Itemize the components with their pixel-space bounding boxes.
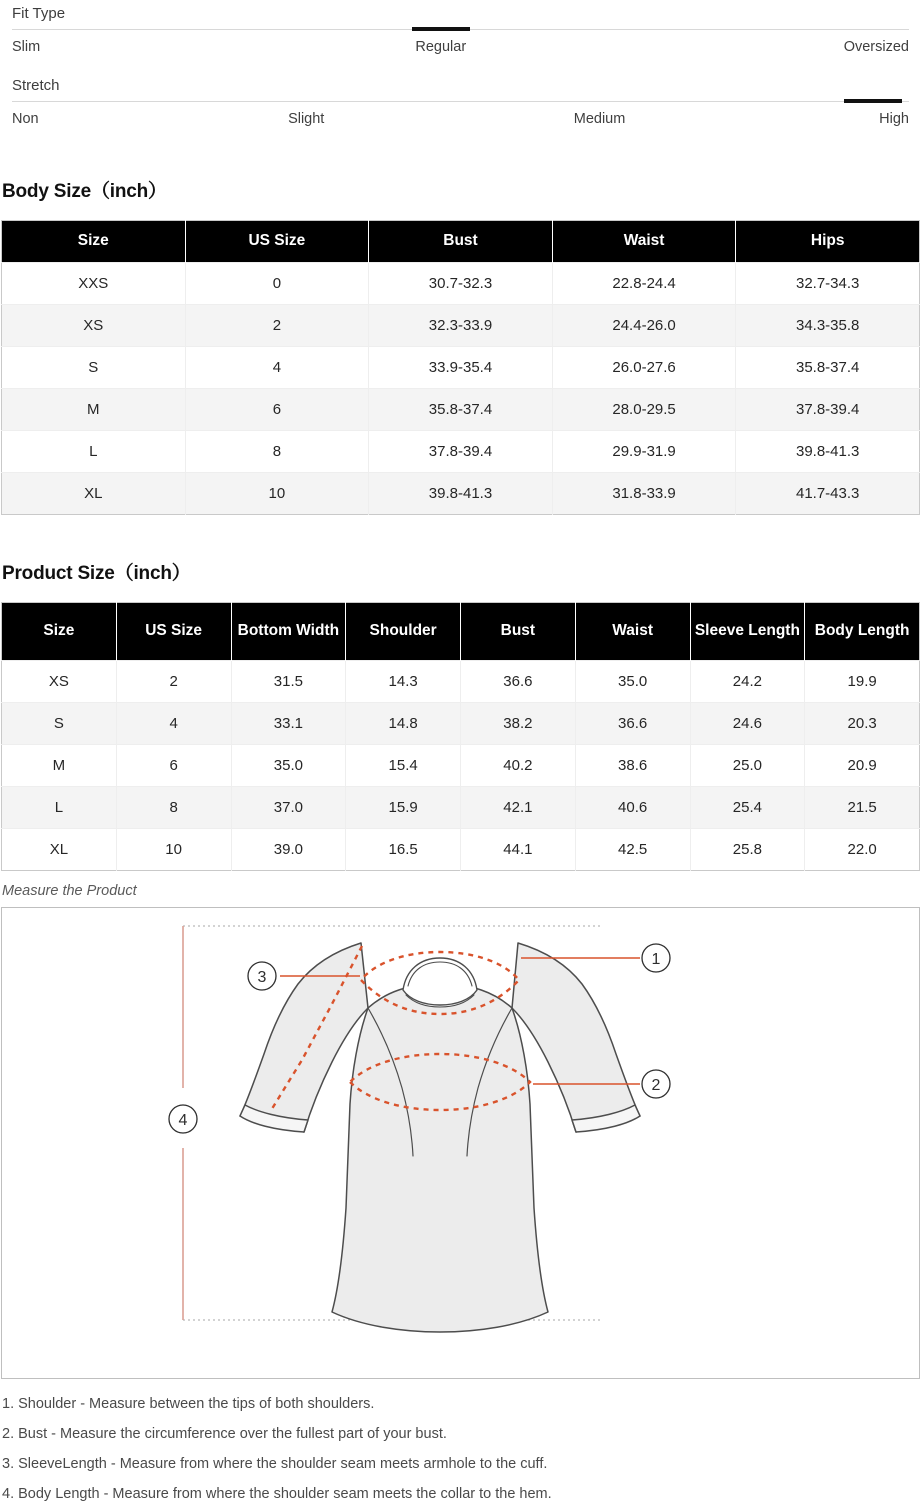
cell-size: L xyxy=(2,431,186,473)
table-row xyxy=(2,829,920,871)
measure-caption: Measure the Product xyxy=(2,883,137,899)
cell-body-length: 21.5 xyxy=(805,787,920,829)
cell-hips: 37.8-39.4 xyxy=(736,389,920,431)
note-item: 1. Shoulder - Measure between the tips of both shoulders. xyxy=(2,1396,375,1412)
fit-label-regular[interactable]: Regular xyxy=(415,39,467,55)
cell-waist: 31.8-33.9 xyxy=(552,473,736,515)
column-header-bottom-width: Bottom Width xyxy=(231,603,346,661)
table-row xyxy=(2,787,920,829)
cell-hips: 39.8-41.3 xyxy=(736,431,920,473)
callout-3-label: 3 xyxy=(257,969,267,986)
cell-size: XS xyxy=(2,661,117,703)
note-item: 2. Bust - Measure the circumference over the fullest part of your bust. xyxy=(2,1426,447,1442)
cell-bottom-width: 39.0 xyxy=(231,829,346,871)
cell-size: XL xyxy=(2,473,186,515)
cell-sleeve-length: 24.6 xyxy=(690,703,805,745)
cell-us-size: 8 xyxy=(116,787,231,829)
cell-bottom-width: 35.0 xyxy=(231,745,346,787)
cell-body-length: 19.9 xyxy=(805,661,920,703)
cell-size: M xyxy=(2,745,117,787)
cell-us-size: 2 xyxy=(185,305,369,347)
body-size-table xyxy=(1,220,920,515)
cell-size: XXS xyxy=(2,263,186,305)
cell-sleeve-length: 25.8 xyxy=(690,829,805,871)
callout-2 xyxy=(642,1070,670,1098)
cell-waist: 36.6 xyxy=(575,703,690,745)
cell-bust: 37.8-39.4 xyxy=(369,431,553,473)
column-header-us-size: US Size xyxy=(116,603,231,661)
note-item: 4. Body Length - Measure from where the shoulder seam meets the collar to the hem. xyxy=(2,1486,552,1502)
column-header-hips: Hips xyxy=(736,221,920,263)
cell-waist: 38.6 xyxy=(575,745,690,787)
cell-bust: 40.2 xyxy=(461,745,576,787)
fit-type-label: Fit Type xyxy=(12,5,66,22)
cell-waist: 28.0-29.5 xyxy=(552,389,736,431)
cell-bust: 42.1 xyxy=(461,787,576,829)
table-header-row xyxy=(2,603,920,661)
cell-us-size: 6 xyxy=(185,389,369,431)
cell-body-length: 22.0 xyxy=(805,829,920,871)
cell-us-size: 4 xyxy=(185,347,369,389)
cell-bust: 35.8-37.4 xyxy=(369,389,553,431)
stretch-label-slight[interactable]: Slight xyxy=(288,111,325,127)
cell-shoulder: 16.5 xyxy=(346,829,461,871)
cell-bust: 33.9-35.4 xyxy=(369,347,553,389)
column-header-shoulder: Shoulder xyxy=(346,603,461,661)
cell-bust: 38.2 xyxy=(461,703,576,745)
measurement-notes xyxy=(0,1389,921,1509)
cell-sleeve-length: 25.4 xyxy=(690,787,805,829)
cell-waist: 26.0-27.6 xyxy=(552,347,736,389)
cell-us-size: 2 xyxy=(116,661,231,703)
column-header-waist: Waist xyxy=(552,221,736,263)
callout-2-label: 2 xyxy=(651,1077,661,1094)
cell-bottom-width: 33.1 xyxy=(231,703,346,745)
column-header-bust: Bust xyxy=(369,221,553,263)
cell-us-size: 4 xyxy=(116,703,231,745)
cell-sleeve-length: 24.2 xyxy=(690,661,805,703)
column-header-size: Size xyxy=(2,603,117,661)
column-header-sleeve-length: Sleeve Length xyxy=(690,603,805,661)
cell-shoulder: 15.9 xyxy=(346,787,461,829)
cell-size: S xyxy=(2,347,186,389)
column-header-body-length: Body Length xyxy=(805,603,920,661)
stretch-label-non[interactable]: Non xyxy=(12,111,39,127)
table-row xyxy=(2,389,920,431)
cell-waist: 22.8-24.4 xyxy=(552,263,736,305)
cell-size: XL xyxy=(2,829,117,871)
cell-bust: 30.7-32.3 xyxy=(369,263,553,305)
callout-1-label: 1 xyxy=(651,951,661,968)
table-row xyxy=(2,661,920,703)
callout-4-label: 4 xyxy=(178,1112,188,1129)
cell-bust: 44.1 xyxy=(461,829,576,871)
product-size-table-body xyxy=(2,661,920,871)
cell-us-size: 10 xyxy=(185,473,369,515)
fit-type-scale xyxy=(0,0,921,61)
cell-bust: 32.3-33.9 xyxy=(369,305,553,347)
column-header-us-size: US Size xyxy=(185,221,369,263)
cell-shoulder: 15.4 xyxy=(346,745,461,787)
cell-waist: 29.9-31.9 xyxy=(552,431,736,473)
stretch-scale xyxy=(0,72,921,133)
cell-waist: 35.0 xyxy=(575,661,690,703)
cell-body-length: 20.3 xyxy=(805,703,920,745)
table-row xyxy=(2,347,920,389)
table-row xyxy=(2,305,920,347)
table-header-row xyxy=(2,221,920,263)
cell-hips: 35.8-37.4 xyxy=(736,347,920,389)
column-header-waist: Waist xyxy=(575,603,690,661)
table-row xyxy=(2,263,920,305)
cell-hips: 41.7-43.3 xyxy=(736,473,920,515)
table-row xyxy=(2,431,920,473)
body-size-heading: Body Size（inch） xyxy=(2,181,167,202)
garment-diagram xyxy=(1,907,920,1379)
table-row xyxy=(2,473,920,515)
product-size-heading: Product Size（inch） xyxy=(2,563,191,584)
stretch-track-line xyxy=(12,101,909,102)
cell-size: S xyxy=(2,703,117,745)
column-header-size: Size xyxy=(2,221,186,263)
body-size-table-body xyxy=(2,263,920,515)
callout-4 xyxy=(169,1105,197,1133)
callout-3 xyxy=(248,962,276,990)
cell-shoulder: 14.3 xyxy=(346,661,461,703)
cell-waist: 24.4-26.0 xyxy=(552,305,736,347)
cell-hips: 34.3-35.8 xyxy=(736,305,920,347)
fit-type-label-row xyxy=(12,31,909,61)
cell-size: M xyxy=(2,389,186,431)
garment-diagram-svg xyxy=(2,908,920,1378)
cell-size: L xyxy=(2,787,117,829)
cell-waist: 42.5 xyxy=(575,829,690,871)
tshirt-illustration xyxy=(240,943,640,1332)
cell-us-size: 6 xyxy=(116,745,231,787)
cell-us-size: 8 xyxy=(185,431,369,473)
note-item: 3. SleeveLength - Measure from where the shoulder seam meets armhole to the cuff. xyxy=(2,1456,548,1472)
cell-body-length: 20.9 xyxy=(805,745,920,787)
table-row xyxy=(2,745,920,787)
cell-bust: 36.6 xyxy=(461,661,576,703)
cell-bottom-width: 37.0 xyxy=(231,787,346,829)
cell-sleeve-length: 25.0 xyxy=(690,745,805,787)
cell-hips: 32.7-34.3 xyxy=(736,263,920,305)
stretch-label-medium[interactable]: Medium xyxy=(573,111,626,127)
cell-us-size: 0 xyxy=(185,263,369,305)
fit-label-oversized[interactable]: Oversized xyxy=(843,39,909,55)
table-row xyxy=(2,703,920,745)
cell-bust: 39.8-41.3 xyxy=(369,473,553,515)
stretch-label-row xyxy=(12,103,909,133)
product-size-table xyxy=(1,602,920,871)
stretch-label: Stretch xyxy=(12,77,60,94)
cell-us-size: 10 xyxy=(116,829,231,871)
cell-waist: 40.6 xyxy=(575,787,690,829)
cell-bottom-width: 31.5 xyxy=(231,661,346,703)
callout-1 xyxy=(642,944,670,972)
fit-label-slim[interactable]: Slim xyxy=(12,39,41,55)
cell-size: XS xyxy=(2,305,186,347)
cell-shoulder: 14.8 xyxy=(346,703,461,745)
column-header-bust: Bust xyxy=(461,603,576,661)
stretch-label-high[interactable]: High xyxy=(879,111,909,127)
